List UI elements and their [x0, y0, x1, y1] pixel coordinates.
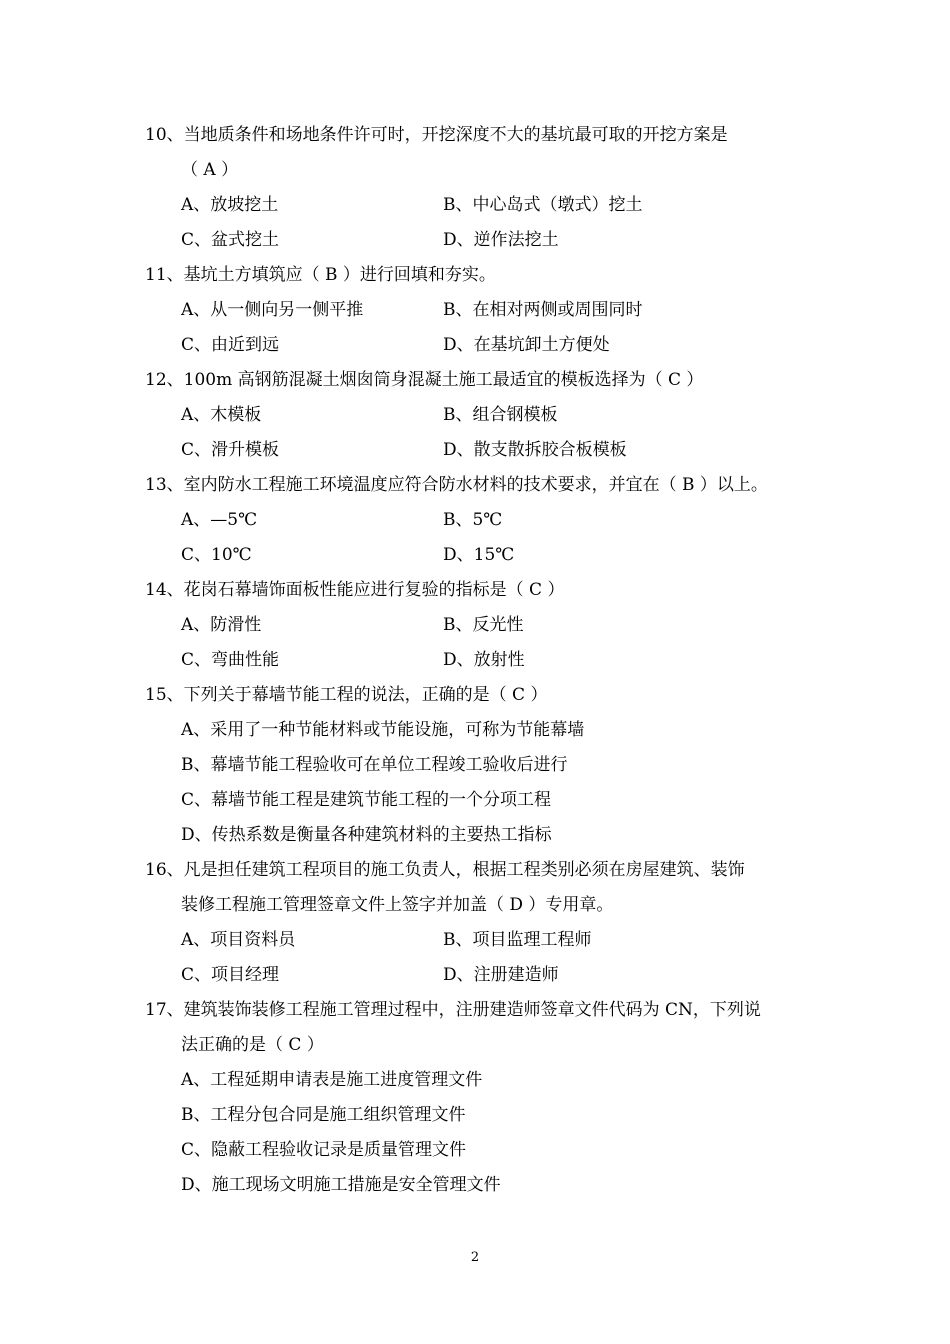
question-12-option-b: B、组合钢模板	[443, 405, 558, 425]
question-10-answer: （ A ）	[181, 160, 239, 180]
question-13-option-a: A、—5℃	[181, 510, 258, 530]
question-16-stem: 16、凡是担任建筑工程项目的施工负责人，根据工程类别必须在房屋建筑、装饰	[145, 860, 745, 880]
question-11-option-c: C、由近到远	[181, 335, 280, 355]
question-15-option-b: B、幕墙节能工程验收可在单位工程竣工验收后进行	[181, 755, 568, 775]
question-14-option-a: A、防滑性	[181, 615, 262, 635]
question-14-stem: 14、花岗石幕墙饰面板性能应进行复验的指标是（ C ）	[145, 580, 565, 600]
question-15-stem: 15、下列关于幕墙节能工程的说法，正确的是（ C ）	[145, 685, 548, 705]
question-14-option-b: B、反光性	[443, 615, 524, 635]
question-16-option-a: A、项目资料员	[181, 930, 296, 950]
question-13-stem: 13、室内防水工程施工环境温度应符合防水材料的技术要求，并宜在（ B ）以上。	[145, 475, 768, 495]
question-10-option-d: D、逆作法挖土	[443, 230, 559, 250]
question-12-stem: 12、100m 高钢筋混凝土烟囱筒身混凝土施工最适宜的模板选择为（ C ）	[145, 370, 704, 390]
question-15-option-a: A、采用了一种节能材料或节能设施，可称为节能幕墙	[181, 720, 585, 740]
question-17-option-c: C、隐蔽工程验收记录是质量管理文件	[181, 1140, 467, 1160]
question-11-option-a: A、从一侧向另一侧平推	[181, 300, 364, 320]
question-15-option-d: D、传热系数是衡量各种建筑材料的主要热工指标	[181, 825, 552, 845]
question-10-stem: 10、当地质条件和场地条件许可时，开挖深度不大的基坑最可取的开挖方案是	[145, 125, 728, 145]
question-11-option-b: B、在相对两侧或周围同时	[443, 300, 643, 320]
question-16-option-d: D、注册建造师	[443, 965, 559, 985]
question-11-stem: 11、基坑土方填筑应（ B ）进行回填和夯实。	[145, 265, 496, 285]
question-15-option-c: C、幕墙节能工程是建筑节能工程的一个分项工程	[181, 790, 552, 810]
question-10-option-a: A、放坡挖土	[181, 195, 279, 215]
question-17-stem-continued: 法正确的是（ C ）	[181, 1035, 324, 1055]
question-11-option-d: D、在基坑卸土方便处	[443, 335, 610, 355]
question-12-option-a: A、木模板	[181, 405, 262, 425]
question-14-option-d: D、放射性	[443, 650, 525, 670]
question-13-option-b: B、5℃	[443, 510, 503, 530]
page-number: 2	[470, 1250, 480, 1265]
question-17-option-b: B、工程分包合同是施工组织管理文件	[181, 1105, 466, 1125]
question-17-stem: 17、建筑装饰装修工程施工管理过程中，注册建造师签章文件代码为 CN，下列说	[145, 1000, 761, 1020]
question-13-option-c: C、10℃	[181, 545, 252, 565]
question-12-option-c: C、滑升模板	[181, 440, 280, 460]
question-16-option-b: B、项目监理工程师	[443, 930, 592, 950]
question-10-option-b: B、中心岛式（墩式）挖土	[443, 195, 643, 215]
question-12-option-d: D、散支散拆胶合板模板	[443, 440, 627, 460]
question-17-option-d: D、施工现场文明施工措施是安全管理文件	[181, 1175, 501, 1195]
question-10-option-c: C、盆式挖土	[181, 230, 280, 250]
question-17-option-a: A、工程延期申请表是施工进度管理文件	[181, 1070, 483, 1090]
question-16-option-c: C、项目经理	[181, 965, 280, 985]
question-16-stem-continued: 装修工程施工管理签章文件上签字并加盖（ D ）专用章。	[181, 895, 614, 915]
question-13-option-d: D、15℃	[443, 545, 515, 565]
question-14-option-c: C、弯曲性能	[181, 650, 280, 670]
